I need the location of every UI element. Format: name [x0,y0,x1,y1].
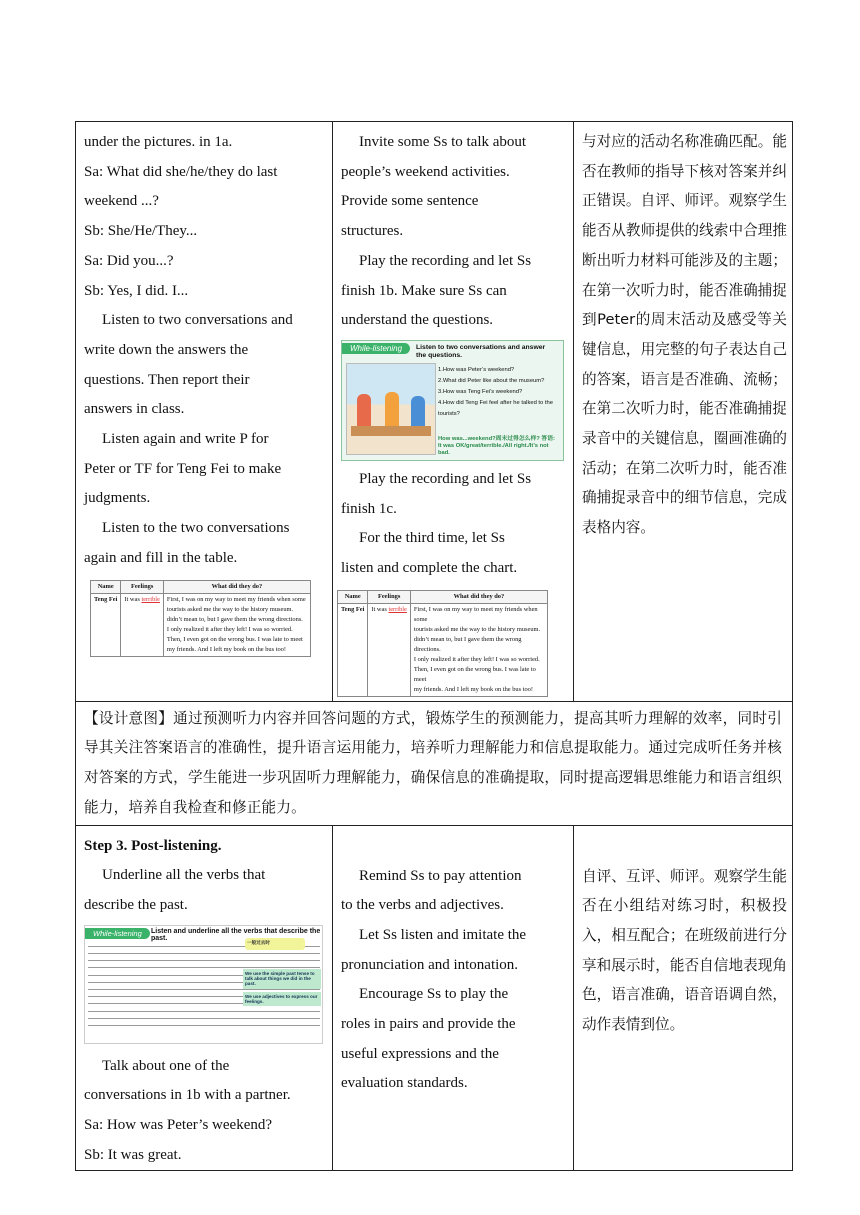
text-line: answers in class. [84,401,185,418]
slide-note: 一般过去时 [245,938,305,950]
text-line: Let Ss listen and imitate the [359,926,527,943]
text-line: useful expressions and the [341,1045,499,1062]
evaluation-cell [574,825,793,1171]
text-line: listen and complete the chart. [341,560,518,577]
table-cell [368,603,411,696]
text-line: Play the recording and let Ss [359,470,532,487]
text-line: Listen to two conversations and [102,312,293,329]
slide-title: Listen and underline all the verbs that describe the past. [151,927,321,942]
text-line: Remind Ss to pay attention [359,867,522,884]
table-header: What did they do? [410,590,547,603]
text-line: Sb: She/He/They... [84,223,198,240]
table-line: First, I was on my way to meet my friends when some [166,595,306,603]
text-line: Provide some sentence [341,193,479,210]
slide-question: 2.What did Peter like about the museum? [438,377,545,384]
feeling-value: terrible [388,605,407,613]
text-line: conversations in 1b with a partner. [84,1087,291,1104]
table-header: Name [338,590,368,603]
step-title: Step 3. Post-listening. [84,837,222,854]
text-line: Listen to the two conversations [102,520,290,537]
slide-questions [438,365,560,420]
text-line: pronunciation and intonation. [341,956,519,973]
text-line: weekend ...? [84,193,159,210]
text-line: Underline all the verbs that [102,867,266,884]
text-line: Invite some Ss to talk about [359,134,527,150]
feeling-value: terrible [141,595,160,603]
table-line: tourists asked me the way to the history museum. [413,625,541,633]
text-line: Sa: What did she/he/they do last [84,163,278,180]
slide-note: We use adjectives to express our feelings. [243,992,321,1006]
table-header: Feelings [121,580,164,593]
text-line: finish 1b. Make sure Ss can [341,282,507,299]
text-line: write down the answers the [84,341,249,358]
slide-question: 4.How did Teng Fei feel after he talked to the tourists? [438,399,553,417]
table-line: I only realized it after they left! I was so worried. [166,625,293,633]
feeling-prefix: It was [124,595,140,603]
table-line: tourists asked me the way to the history museum. [166,605,294,613]
slide-question: 1.How was Peter’s weekend? [438,366,515,373]
slide-tag: While-listening [342,343,410,354]
table-line: First, I was on my way to meet my friends when some [413,605,538,623]
slide-tag: While-listening [85,928,150,939]
table-line: my friends. And I left my book on the bus too! [413,685,533,693]
underline-slide-thumbnail [84,925,323,1044]
table-row [76,825,793,1171]
feelings-table-thumbnail [337,590,548,697]
table-line: Then, I even got on the wrong bus. I was late to meet [166,635,303,643]
table-line: didn’t mean to, but I gave them the wrong directions. [413,635,522,653]
text-line: Sa: Did you...? [84,252,174,269]
text-line: finish 1c. [341,500,397,517]
text-line: For the third time, let Ss [359,530,505,547]
slide-question: 3.How was Teng Fei’s weekend? [438,388,523,395]
text-line: describe the past. [84,896,188,913]
table-row [76,701,793,825]
table-cell: Teng Fei [338,603,368,696]
text-line: under the pictures. in 1a. [84,134,233,150]
text-line: understand the questions. [341,312,494,329]
feelings-table-thumbnail [90,580,311,657]
text-line: Encourage Ss to play the [359,986,509,1003]
table-cell [410,603,547,696]
text-line: judgments. [84,490,151,507]
table-row [76,122,793,702]
text-line: Play the recording and let Ss [359,252,532,269]
table-header: Feelings [368,590,411,603]
text-line: structures. [341,223,404,240]
classroom-illustration [346,363,436,455]
teacher-activity-cell [333,825,574,1171]
text-line: people’s weekend activities. [341,163,510,180]
text-line: Peter or TF for Teng Fei to make [84,460,282,477]
text-line: roles in pairs and provide the [341,1016,516,1033]
table-header: What did they do? [163,580,310,593]
table-line: Then, I even got on the wrong bus. I was late to meet [413,665,536,683]
teacher-activity-cell [333,122,574,702]
text-line: Sb: It was great. [84,1146,182,1163]
design-intent-cell [76,701,793,825]
text-line: to the verbs and adjectives. [341,897,504,914]
evaluation-text: 自评、互评、师评。观察学生能否在小组结对练习时，积极投入，相互配合；在班级前进行分享和展示时，能否自信地表现角色，语言准确，语音语调自然，动作表情到位。 [582,867,787,1034]
text-line: evaluation standards. [341,1075,468,1092]
table-line: my friends. And I left my book on the bus too! [166,645,286,653]
slide-note: We use the simple past tense to talk about things we did in the past. [243,969,321,989]
text-line: questions. Then report their [84,371,250,388]
slide-title: Listen to two conversations and answer the questions. [416,343,546,359]
table-line: I only realized it after they left! I was so worried. [413,655,540,663]
text-line: Talk about one of the [102,1057,230,1074]
text-line: Listen again and write P for [102,431,269,448]
text-line: Sa: How was Peter’s weekend? [84,1117,273,1134]
design-intent-text: 【设计意图】通过预测听力内容并回答问题的方式，锻炼学生的预测能力，提高其听力理解的效率，同时引导其关注答案语言的准确性，提升语言运用能力，培养听力理解能力和信息提取能力。通过完成听任务并核对答案的方式，学生能进一步巩固听力理解能力，确保信息的准确提取，同时提高逻辑思维能力和语言组织能力，培养自我检查和修正能力。 [84,709,782,816]
table-header: Name [91,580,121,593]
evaluation-cell [574,122,793,702]
text-line: Sb: Yes, I did. I... [84,282,189,299]
feeling-prefix: It was [371,605,387,613]
table-cell: Teng Fei [91,593,121,656]
activity-cell [76,122,333,702]
text-line: again and fill in the table. [84,549,238,566]
listening-slide-thumbnail [341,340,564,461]
lesson-plan-table [75,121,793,1171]
table-cell [163,593,310,656]
activity-cell [76,825,333,1171]
table-line: didn’t mean to, but I gave them the wrong directions. [166,615,303,623]
table-cell [121,593,164,656]
slide-footnote: How was...weekend?周末过得怎么样? 答语: It was OK/great/terrible./All right./It’s not bad. [438,435,555,456]
evaluation-text: 与对应的活动名称准确匹配。能否在教师的指导下核对答案并纠正错误。自评、师评。观察学生能否从教师提供的线索中合理推断出听力材料可能涉及的主题；在第一次听力时，能否准确捕捉到Peter的周末活动及感受等关键信息，用完整的句子表达自己的答案，语言是否准确、流畅；在第二次听力时，能否准确捕捉录音中的关键信息，圈画准确的活动；在第二次听力时，能否准确捕捉录音中的细节信息，完成表格内容。 [582,133,787,537]
